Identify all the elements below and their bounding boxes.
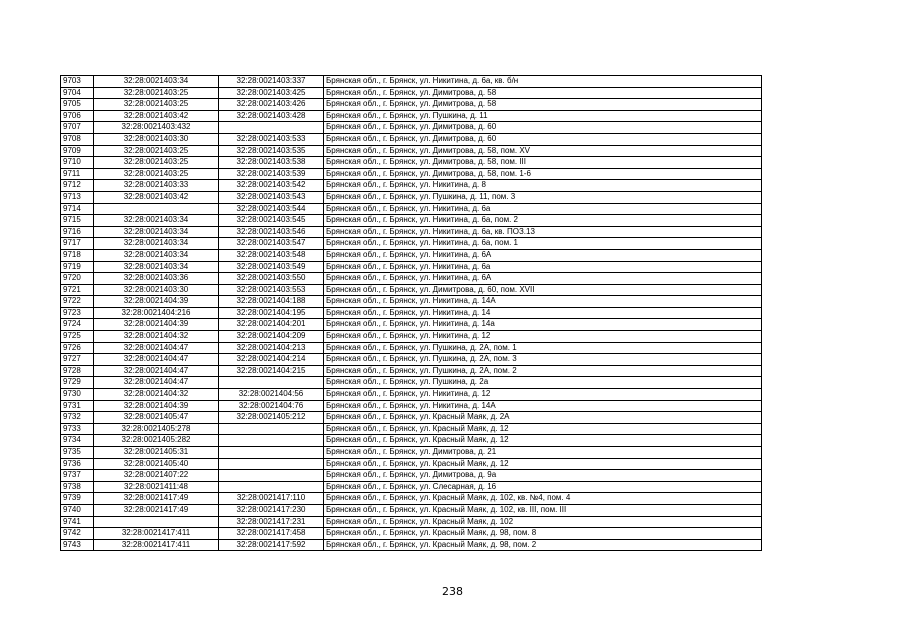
parent-cadastral-number-cell: 32:28:0021405:31 bbox=[94, 447, 219, 459]
parent-cadastral-number-cell: 32:28:0021403:34 bbox=[94, 76, 219, 88]
parent-cadastral-number-cell: 32:28:0021417:411 bbox=[94, 539, 219, 551]
row-number-cell: 9741 bbox=[61, 516, 94, 528]
table-row bbox=[61, 215, 762, 227]
row-number-cell: 9734 bbox=[61, 435, 94, 447]
parent-cadastral-number-cell: 32:28:0021404:39 bbox=[94, 319, 219, 331]
cadastral-number-cell: 32:28:0021417:230 bbox=[219, 504, 324, 516]
cadastral-number-cell: 32:28:0021403:538 bbox=[219, 157, 324, 169]
cadastral-number-cell: 32:28:0021403:428 bbox=[219, 110, 324, 122]
table-row bbox=[61, 331, 762, 343]
table-row bbox=[61, 493, 762, 505]
address-cell: Брянская обл., г. Брянск, ул. Никитина, д. 6а, кв. б/н bbox=[324, 76, 762, 88]
row-number-cell: 9717 bbox=[61, 238, 94, 250]
parent-cadastral-number-cell: 32:28:0021403:34 bbox=[94, 238, 219, 250]
cadastral-number-cell: 32:28:0021403:548 bbox=[219, 249, 324, 261]
cadastral-number-cell: 32:28:0021403:546 bbox=[219, 226, 324, 238]
parent-cadastral-number-cell: 32:28:0021417:411 bbox=[94, 528, 219, 540]
table-row bbox=[61, 273, 762, 285]
table-row bbox=[61, 238, 762, 250]
parent-cadastral-number-cell: 32:28:0021403:34 bbox=[94, 215, 219, 227]
table-row bbox=[61, 203, 762, 215]
table-row bbox=[61, 516, 762, 528]
row-number-cell: 9718 bbox=[61, 249, 94, 261]
parent-cadastral-number-cell: 32:28:0021404:216 bbox=[94, 307, 219, 319]
table-row bbox=[61, 157, 762, 169]
cadastral-number-cell bbox=[219, 423, 324, 435]
address-cell: Брянская обл., г. Брянск, ул. Красный Маяк, д. 12 bbox=[324, 458, 762, 470]
cadastral-number-cell: 32:28:0021405:212 bbox=[219, 412, 324, 424]
cadastral-number-cell: 32:28:0021403:553 bbox=[219, 284, 324, 296]
table-row bbox=[61, 226, 762, 238]
address-cell: Брянская обл., г. Брянск, ул. Димитрова, д. 58 bbox=[324, 99, 762, 111]
address-cell: Брянская обл., г. Брянск, ул. Пушкина, д. 2А, пом. 1 bbox=[324, 342, 762, 354]
table-row bbox=[61, 87, 762, 99]
table-row bbox=[61, 447, 762, 459]
address-cell: Брянская обл., г. Брянск, ул. Никитина, д. 6а, пом. 2 bbox=[324, 215, 762, 227]
table-row bbox=[61, 400, 762, 412]
table-row bbox=[61, 110, 762, 122]
parent-cadastral-number-cell: 32:28:0021405:278 bbox=[94, 423, 219, 435]
parent-cadastral-number-cell: 32:28:0021403:33 bbox=[94, 180, 219, 192]
table-row bbox=[61, 481, 762, 493]
row-number-cell: 9736 bbox=[61, 458, 94, 470]
address-cell: Брянская обл., г. Брянск, ул. Красный Маяк, д. 102, кв. III, пом. III bbox=[324, 504, 762, 516]
cadastral-number-cell: 32:28:0021404:76 bbox=[219, 400, 324, 412]
parent-cadastral-number-cell: 32:28:0021407:22 bbox=[94, 470, 219, 482]
row-number-cell: 9705 bbox=[61, 99, 94, 111]
parent-cadastral-number-cell: 32:28:0021403:25 bbox=[94, 168, 219, 180]
cadastral-number-cell: 32:28:0021403:549 bbox=[219, 261, 324, 273]
parent-cadastral-number-cell: 32:28:0021403:34 bbox=[94, 226, 219, 238]
parent-cadastral-number-cell: 32:28:0021403:34 bbox=[94, 261, 219, 273]
address-cell: Брянская обл., г. Брянск, ул. Никитина, д. 14а bbox=[324, 319, 762, 331]
row-number-cell: 9720 bbox=[61, 273, 94, 285]
cadastral-number-cell: 32:28:0021403:544 bbox=[219, 203, 324, 215]
cadastral-number-cell: 32:28:0021403:547 bbox=[219, 238, 324, 250]
parent-cadastral-number-cell: 32:28:0021403:25 bbox=[94, 99, 219, 111]
address-cell: Брянская обл., г. Брянск, ул. Пушкина, д. 2а bbox=[324, 377, 762, 389]
row-number-cell: 9726 bbox=[61, 342, 94, 354]
table-row bbox=[61, 377, 762, 389]
cadastral-number-cell bbox=[219, 458, 324, 470]
cadastral-number-cell: 32:28:0021403:425 bbox=[219, 87, 324, 99]
parent-cadastral-number-cell: 32:28:0021404:47 bbox=[94, 342, 219, 354]
table-row bbox=[61, 528, 762, 540]
row-number-cell: 9733 bbox=[61, 423, 94, 435]
table-row bbox=[61, 307, 762, 319]
row-number-cell: 9731 bbox=[61, 400, 94, 412]
row-number-cell: 9721 bbox=[61, 284, 94, 296]
parent-cadastral-number-cell: 32:28:0021403:36 bbox=[94, 273, 219, 285]
parent-cadastral-number-cell: 32:28:0021405:40 bbox=[94, 458, 219, 470]
parent-cadastral-number-cell: 32:28:0021417:49 bbox=[94, 504, 219, 516]
address-cell: Брянская обл., г. Брянск, ул. Димитрова, д. 60 bbox=[324, 133, 762, 145]
address-cell: Брянская обл., г. Брянск, ул. Димитрова, д. 21 bbox=[324, 447, 762, 459]
parent-cadastral-number-cell: 32:28:0021403:30 bbox=[94, 133, 219, 145]
row-number-cell: 9737 bbox=[61, 470, 94, 482]
row-number-cell: 9739 bbox=[61, 493, 94, 505]
parent-cadastral-number-cell: 32:28:0021411:48 bbox=[94, 481, 219, 493]
row-number-cell: 9729 bbox=[61, 377, 94, 389]
address-cell: Брянская обл., г. Брянск, ул. Красный Маяк, д. 12 bbox=[324, 435, 762, 447]
cadastral-number-cell bbox=[219, 481, 324, 493]
parent-cadastral-number-cell: 32:28:0021417:49 bbox=[94, 493, 219, 505]
cadastral-number-cell: 32:28:0021403:533 bbox=[219, 133, 324, 145]
address-cell: Брянская обл., г. Брянск, ул. Никитина, д. 6а bbox=[324, 261, 762, 273]
row-number-cell: 9706 bbox=[61, 110, 94, 122]
row-number-cell: 9725 bbox=[61, 331, 94, 343]
row-number-cell: 9703 bbox=[61, 76, 94, 88]
cadastral-number-cell: 32:28:0021404:56 bbox=[219, 389, 324, 401]
cadastral-number-cell bbox=[219, 122, 324, 134]
address-cell: Брянская обл., г. Брянск, ул. Никитина, д. 14А bbox=[324, 400, 762, 412]
row-number-cell: 9727 bbox=[61, 354, 94, 366]
parent-cadastral-number-cell: 32:28:0021405:47 bbox=[94, 412, 219, 424]
cadastral-number-cell: 32:28:0021403:550 bbox=[219, 273, 324, 285]
address-cell: Брянская обл., г. Брянск, ул. Никитина, д. 6А bbox=[324, 273, 762, 285]
row-number-cell: 9719 bbox=[61, 261, 94, 273]
row-number-cell: 9710 bbox=[61, 157, 94, 169]
cadastral-number-cell: 32:28:0021403:543 bbox=[219, 191, 324, 203]
address-cell: Брянская обл., г. Брянск, ул. Димитрова, д. 58, пом. XV bbox=[324, 145, 762, 157]
cadastral-number-cell: 32:28:0021404:201 bbox=[219, 319, 324, 331]
table-row bbox=[61, 539, 762, 551]
row-number-cell: 9722 bbox=[61, 296, 94, 308]
cadastral-number-cell: 32:28:0021404:214 bbox=[219, 354, 324, 366]
address-cell: Брянская обл., г. Брянск, ул. Никитина, д. 14А bbox=[324, 296, 762, 308]
cadastral-number-cell: 32:28:0021404:195 bbox=[219, 307, 324, 319]
row-number-cell: 9735 bbox=[61, 447, 94, 459]
row-number-cell: 9724 bbox=[61, 319, 94, 331]
row-number-cell: 9711 bbox=[61, 168, 94, 180]
address-cell: Брянская обл., г. Брянск, ул. Красный Маяк, д. 98, пом. 2 bbox=[324, 539, 762, 551]
address-cell: Брянская обл., г. Брянск, ул. Красный Маяк, д. 102 bbox=[324, 516, 762, 528]
row-number-cell: 9704 bbox=[61, 87, 94, 99]
cadastral-number-cell: 32:28:0021403:337 bbox=[219, 76, 324, 88]
parent-cadastral-number-cell: 32:28:0021404:32 bbox=[94, 389, 219, 401]
address-cell: Брянская обл., г. Брянск, ул. Никитина, д. 6а, кв. ПОЗ.13 bbox=[324, 226, 762, 238]
address-cell: Брянская обл., г. Брянск, ул. Никитина, д. 8 bbox=[324, 180, 762, 192]
parent-cadastral-number-cell: 32:28:0021404:47 bbox=[94, 354, 219, 366]
address-cell: Брянская обл., г. Брянск, ул. Димитрова, д. 58, пом. III bbox=[324, 157, 762, 169]
cadastral-number-cell: 32:28:0021403:426 bbox=[219, 99, 324, 111]
table-row bbox=[61, 365, 762, 377]
cadastral-number-cell bbox=[219, 447, 324, 459]
row-number-cell: 9738 bbox=[61, 481, 94, 493]
parent-cadastral-number-cell: 32:28:0021404:47 bbox=[94, 377, 219, 389]
address-cell: Брянская обл., г. Брянск, ул. Димитрова, д. 60 bbox=[324, 122, 762, 134]
cadastral-number-cell: 32:28:0021417:458 bbox=[219, 528, 324, 540]
table-row bbox=[61, 412, 762, 424]
address-cell: Брянская обл., г. Брянск, ул. Димитрова, д. 9а bbox=[324, 470, 762, 482]
parent-cadastral-number-cell: 32:28:0021405:282 bbox=[94, 435, 219, 447]
row-number-cell: 9730 bbox=[61, 389, 94, 401]
table-row bbox=[61, 191, 762, 203]
parent-cadastral-number-cell: 32:28:0021404:47 bbox=[94, 365, 219, 377]
table-row bbox=[61, 389, 762, 401]
parent-cadastral-number-cell: 32:28:0021403:25 bbox=[94, 145, 219, 157]
cadastral-number-cell: 32:28:0021403:542 bbox=[219, 180, 324, 192]
row-number-cell: 9728 bbox=[61, 365, 94, 377]
address-cell: Брянская обл., г. Брянск, ул. Никитина, д. 12 bbox=[324, 389, 762, 401]
table-row bbox=[61, 470, 762, 482]
address-cell: Брянская обл., г. Брянск, ул. Никитина, д. 6а, пом. 1 bbox=[324, 238, 762, 250]
table-row bbox=[61, 435, 762, 447]
table-row bbox=[61, 319, 762, 331]
cadastral-number-cell: 32:28:0021404:213 bbox=[219, 342, 324, 354]
row-number-cell: 9707 bbox=[61, 122, 94, 134]
table-row bbox=[61, 99, 762, 111]
page-number: 238 bbox=[442, 585, 463, 598]
address-cell: Брянская обл., г. Брянск, ул. Красный Маяк, д. 98, пом. 8 bbox=[324, 528, 762, 540]
table-row bbox=[61, 296, 762, 308]
parent-cadastral-number-cell: 32:28:0021403:30 bbox=[94, 284, 219, 296]
table-row bbox=[61, 133, 762, 145]
table-row bbox=[61, 342, 762, 354]
table-row bbox=[61, 261, 762, 273]
table-row bbox=[61, 76, 762, 88]
address-cell: Брянская обл., г. Брянск, ул. Красный Маяк, д. 2А bbox=[324, 412, 762, 424]
row-number-cell: 9709 bbox=[61, 145, 94, 157]
address-cell: Брянская обл., г. Брянск, ул. Пушкина, д. 2А, пом. 3 bbox=[324, 354, 762, 366]
row-number-cell: 9708 bbox=[61, 133, 94, 145]
cadastral-number-cell bbox=[219, 377, 324, 389]
parent-cadastral-number-cell: 32:28:0021403:42 bbox=[94, 110, 219, 122]
cadastral-number-cell: 32:28:0021417:110 bbox=[219, 493, 324, 505]
address-cell: Брянская обл., г. Брянск, ул. Пушкина, д. 11, пом. 3 bbox=[324, 191, 762, 203]
address-cell: Брянская обл., г. Брянск, ул. Никитина, д. 6А bbox=[324, 249, 762, 261]
row-number-cell: 9714 bbox=[61, 203, 94, 215]
row-number-cell: 9743 bbox=[61, 539, 94, 551]
parent-cadastral-number-cell: 32:28:0021403:25 bbox=[94, 87, 219, 99]
cadastral-number-cell: 32:28:0021404:209 bbox=[219, 331, 324, 343]
property-table bbox=[60, 75, 762, 551]
row-number-cell: 9740 bbox=[61, 504, 94, 516]
address-cell: Брянская обл., г. Брянск, ул. Димитрова, д. 58, пом. 1-6 bbox=[324, 168, 762, 180]
address-cell: Брянская обл., г. Брянск, ул. Слесарная, д. 16 bbox=[324, 481, 762, 493]
cadastral-number-cell: 32:28:0021417:231 bbox=[219, 516, 324, 528]
table-row bbox=[61, 249, 762, 261]
row-number-cell: 9716 bbox=[61, 226, 94, 238]
row-number-cell: 9713 bbox=[61, 191, 94, 203]
parent-cadastral-number-cell: 32:28:0021403:432 bbox=[94, 122, 219, 134]
cadastral-number-cell bbox=[219, 470, 324, 482]
table-row bbox=[61, 180, 762, 192]
cadastral-number-cell: 32:28:0021403:539 bbox=[219, 168, 324, 180]
table-row bbox=[61, 423, 762, 435]
address-cell: Брянская обл., г. Брянск, ул. Димитрова, д. 58 bbox=[324, 87, 762, 99]
row-number-cell: 9715 bbox=[61, 215, 94, 227]
row-number-cell: 9723 bbox=[61, 307, 94, 319]
table-row bbox=[61, 168, 762, 180]
address-cell: Брянская обл., г. Брянск, ул. Красный Маяк, д. 102, кв. №4, пом. 4 bbox=[324, 493, 762, 505]
address-cell: Брянская обл., г. Брянск, ул. Пушкина, д. 2А, пом. 2 bbox=[324, 365, 762, 377]
table-row bbox=[61, 458, 762, 470]
parent-cadastral-number-cell bbox=[94, 203, 219, 215]
parent-cadastral-number-cell: 32:28:0021403:34 bbox=[94, 249, 219, 261]
address-cell: Брянская обл., г. Брянск, ул. Никитина, д. 14 bbox=[324, 307, 762, 319]
parent-cadastral-number-cell: 32:28:0021404:39 bbox=[94, 296, 219, 308]
parent-cadastral-number-cell: 32:28:0021403:25 bbox=[94, 157, 219, 169]
cadastral-number-cell bbox=[219, 435, 324, 447]
address-cell: Брянская обл., г. Брянск, ул. Пушкина, д. 11 bbox=[324, 110, 762, 122]
row-number-cell: 9712 bbox=[61, 180, 94, 192]
cadastral-number-cell: 32:28:0021403:535 bbox=[219, 145, 324, 157]
address-cell: Брянская обл., г. Брянск, ул. Димитрова, д. 60, пом. XVII bbox=[324, 284, 762, 296]
table-row bbox=[61, 122, 762, 134]
cadastral-number-cell: 32:28:0021404:215 bbox=[219, 365, 324, 377]
cadastral-number-cell: 32:28:0021417:592 bbox=[219, 539, 324, 551]
address-cell: Брянская обл., г. Брянск, ул. Красный Маяк, д. 12 bbox=[324, 423, 762, 435]
cadastral-number-cell: 32:28:0021403:545 bbox=[219, 215, 324, 227]
property-table-body bbox=[61, 76, 762, 551]
parent-cadastral-number-cell: 32:28:0021403:42 bbox=[94, 191, 219, 203]
address-cell: Брянская обл., г. Брянск, ул. Никитина, д. 6а bbox=[324, 203, 762, 215]
parent-cadastral-number-cell: 32:28:0021404:39 bbox=[94, 400, 219, 412]
cadastral-number-cell: 32:28:0021404:188 bbox=[219, 296, 324, 308]
address-cell: Брянская обл., г. Брянск, ул. Никитина, д. 12 bbox=[324, 331, 762, 343]
table-row bbox=[61, 504, 762, 516]
parent-cadastral-number-cell: 32:28:0021404:32 bbox=[94, 331, 219, 343]
table-row bbox=[61, 145, 762, 157]
table-row bbox=[61, 284, 762, 296]
table-row bbox=[61, 354, 762, 366]
row-number-cell: 9742 bbox=[61, 528, 94, 540]
parent-cadastral-number-cell bbox=[94, 516, 219, 528]
row-number-cell: 9732 bbox=[61, 412, 94, 424]
